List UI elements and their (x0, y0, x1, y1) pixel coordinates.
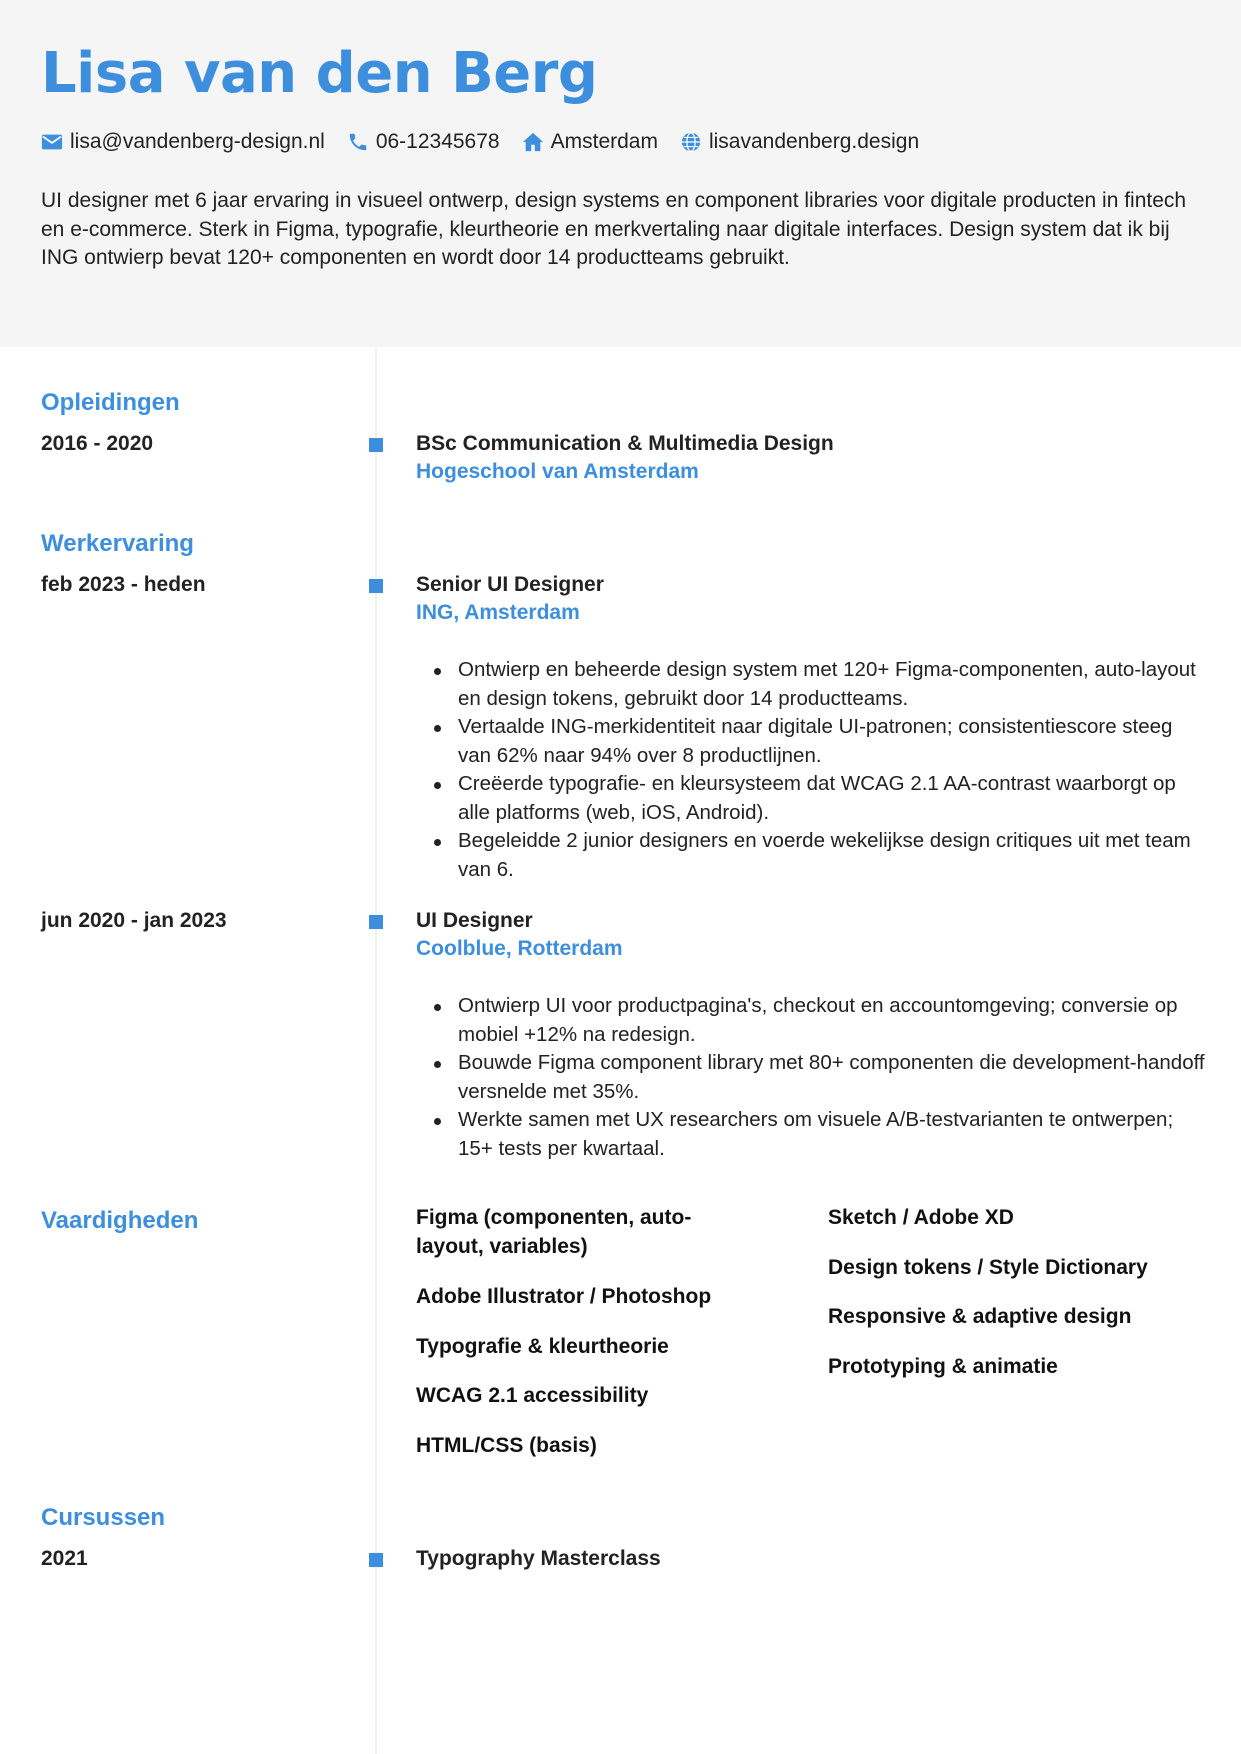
achievement-item: Ontwierp UI voor productpagina's, checkout en accountomgeving; conversie op mobiel +12% na redesign. (458, 992, 1206, 1049)
candidate-name: Lisa van den Berg (41, 41, 598, 106)
contact-email[interactable] (41, 130, 325, 154)
timeline-marker (369, 438, 383, 452)
job-achievements (416, 992, 1206, 1163)
header (0, 0, 1241, 347)
job-period: feb 2023 - heden (41, 573, 206, 596)
skill-item: Responsive & adaptive design (828, 1305, 1132, 1328)
education-degree: BSc Communication & Multimedia Design (416, 432, 834, 455)
city-text: Amsterdam (550, 130, 658, 153)
section-title-experience: Werkervaring (41, 530, 194, 557)
phone-text: 06-12345678 (375, 130, 500, 153)
contact-website[interactable] (680, 130, 919, 154)
skill-item: Figma (componenten, auto-layout, variables) (416, 1206, 692, 1258)
education-period: 2016 - 2020 (41, 432, 154, 455)
section-title-skills: Vaardigheden (41, 1207, 199, 1234)
skill-item: Prototyping & animatie (828, 1355, 1058, 1378)
phone-icon (347, 131, 369, 153)
skill-item: Sketch / Adobe XD (828, 1206, 1014, 1229)
achievement-item: Vertaalde ING-merkidentiteit naar digitale UI-patronen; consistentiescore steeg van 62% naar 94% over 8 productlijnen. (458, 713, 1206, 770)
job-company: ING, Amsterdam (416, 601, 580, 624)
home-icon (522, 131, 544, 153)
skill-item: Typografie & kleurtheorie (416, 1335, 669, 1358)
envelope-icon (41, 131, 63, 153)
globe-icon (680, 131, 702, 153)
timeline-marker (369, 579, 383, 593)
contact-bar (41, 126, 941, 158)
skill-item: Design tokens / Style Dictionary (828, 1256, 1148, 1279)
job-role: UI Designer (416, 909, 533, 932)
email-text: lisa@vandenberg-design.nl (70, 130, 325, 153)
achievement-item: Ontwierp en beheerde design system met 120+ Figma-componenten, auto-layout en design tokens, gebruikt door 14 productteams. (458, 656, 1206, 713)
contact-phone[interactable] (347, 130, 500, 154)
profile-summary: UI designer met 6 jaar ervaring in visueel ontwerp, design systems en component libraries voor digitale producten in fintech en e-commerce. Sterk in Figma, typografie, kleurtheorie en merkvertaling naar digitale interfaces. Design system dat ik bij ING ontwierp bevat 120+ componenten en wordt door 14 productteams gebruikt. (41, 189, 1187, 269)
skill-item: Adobe Illustrator / Photoshop (416, 1285, 712, 1308)
section-title-courses: Cursussen (41, 1504, 166, 1531)
achievement-item: Creëerde typografie- en kleursysteem dat WCAG 2.1 AA-contrast waarborgt op alle platforms (web, iOS, Android). (458, 770, 1206, 827)
timeline-divider (375, 347, 377, 1754)
course-name: Typography Masterclass (416, 1547, 661, 1570)
timeline-marker (369, 915, 383, 929)
website-text: lisavandenberg.design (708, 130, 920, 153)
achievement-item: Bouwde Figma component library met 80+ componenten die development-handoff versnelde met 35%. (458, 1049, 1206, 1106)
job-period: jun 2020 - jan 2023 (41, 909, 227, 932)
job-company: Coolblue, Rotterdam (416, 937, 623, 960)
achievement-item: Werkte samen met UX researchers om visuele A/B-testvarianten te ontwerpen; 15+ tests per kwartaal. (458, 1106, 1206, 1163)
course-period: 2021 (41, 1547, 88, 1570)
education-school: Hogeschool van Amsterdam (416, 460, 699, 483)
contact-city (522, 130, 658, 154)
skill-item: WCAG 2.1 accessibility (416, 1384, 649, 1407)
job-role: Senior UI Designer (416, 573, 604, 596)
section-title-education: Opleidingen (41, 389, 180, 416)
skill-item: HTML/CSS (basis) (416, 1434, 597, 1457)
job-achievements (416, 656, 1206, 884)
timeline-marker (369, 1553, 383, 1567)
achievement-item: Begeleidde 2 junior designers en voerde wekelijkse design critiques uit met team van 6. (458, 827, 1206, 884)
